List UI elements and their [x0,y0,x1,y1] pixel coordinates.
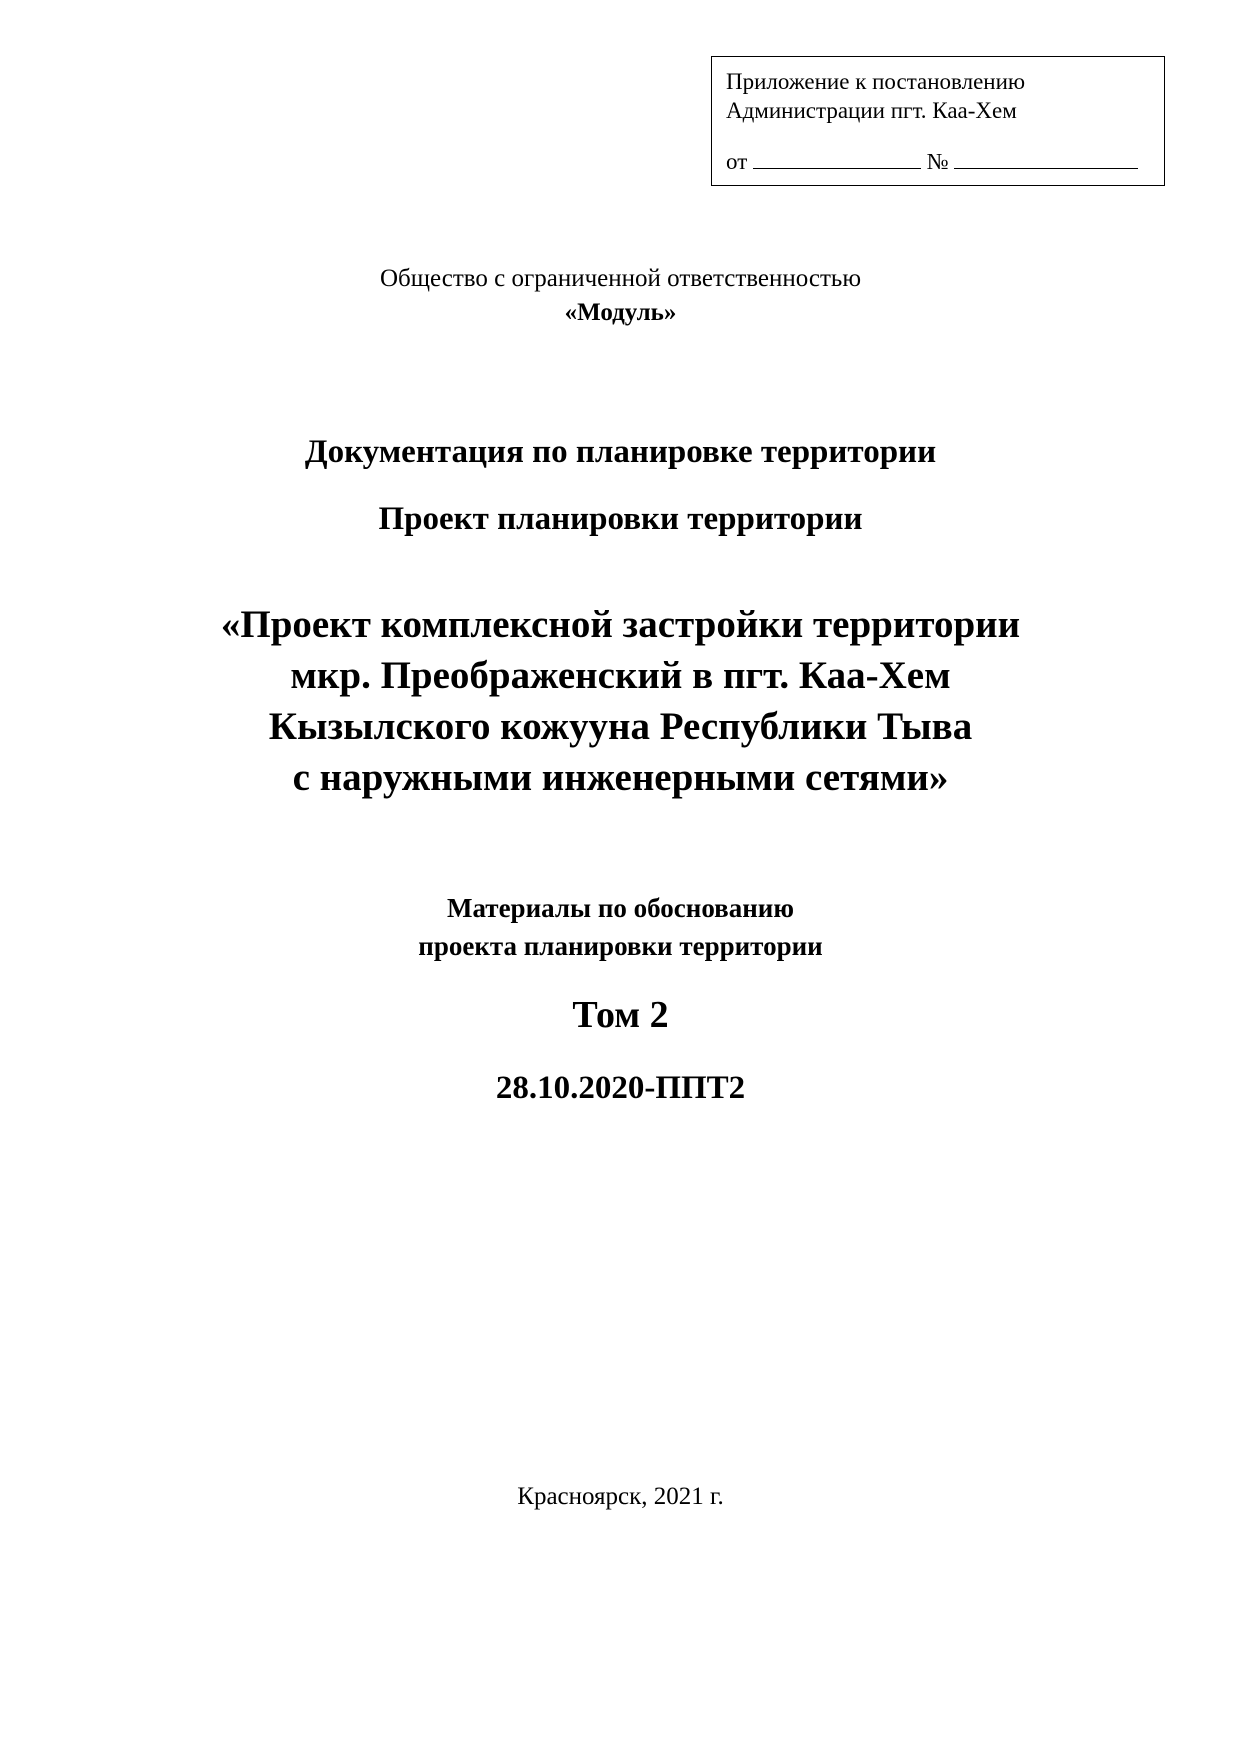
materials-line: Материалы по обоснованию [447,893,794,923]
number-blank-field [954,148,1138,169]
project-name-line: с наружными инженерными сетями» [292,756,949,799]
approval-stamp-box [711,56,1165,186]
project-name-line: мкр. Преображенский в пгт. Каа-Хем [290,654,951,697]
document-subtitle: Проект планировки территории [378,501,863,537]
date-blank-field [753,148,921,169]
document-code: 28.10.2020-ППТ2 [495,1070,746,1106]
approval-line-1: Приложение к постановлению [726,69,1026,94]
number-sign: № [926,149,949,174]
approval-line-2: Администрации пгт. Каа-Хем [726,98,1017,123]
materials-line: проекта планировки территории [418,931,823,961]
place-and-year: Красноярск, 2021 г. [517,1483,724,1510]
materials-heading [0,889,1241,965]
project-name [0,599,1241,803]
date-prefix: от [726,149,748,174]
volume-number: Том 2 [572,994,669,1036]
organization-type: Общество с ограниченной ответственностью [380,265,861,292]
project-name-line: Кызылского кожууна Республики Тыва [268,705,973,748]
approval-date-number-line [726,147,1150,176]
document-title: Документация по планировке территории [304,434,937,470]
project-name-line: «Проект комплексной застройки территории [220,603,1021,646]
organization-name: «Модуль» [564,299,677,326]
